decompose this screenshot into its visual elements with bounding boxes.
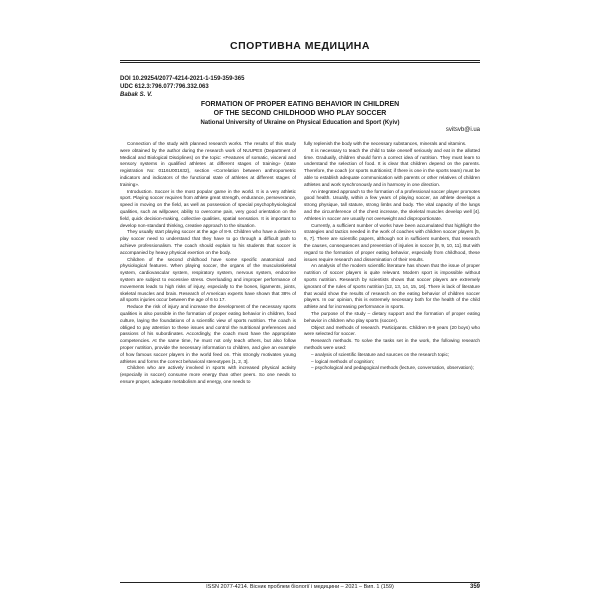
header-rule-top xyxy=(120,60,480,61)
header-rule-bottom xyxy=(120,62,480,63)
journal-footer: ISSN 2077-4214. Вісник проблем біології і медицини – 2021 – Вип. 1 (159) xyxy=(206,584,394,590)
paragraph: The purpose of the study – dietary support and the formation of proper eating behavior in children who play sports (soccer). xyxy=(304,310,480,323)
footer-rule xyxy=(120,582,480,583)
paragraph: – psychological and pedagogical methods (lecture, conversation, observation); xyxy=(311,365,474,371)
right-column xyxy=(304,141,480,571)
authors-line: Babak S. V. xyxy=(120,92,153,98)
paragraph: Children who are actively involved in sports with increased physical activity (especially in soccer) consume more energy than other peers. So one needs to ensure proper, adequate metabolism and energy, one needs to xyxy=(120,365,296,384)
paragraph: An analysis of the modern scientific literature has shown that the issue of proper nutrition of soccer players is quite relevant. Modern sport is impossible without sports nutrition. Research by scientists shows that soccer players are extremely ignorant of the rules of sports nutrition [12, 13, 14, 15, 16]. There is lack of literature that would show the results of research on the eating behavior of children soccer players. In our opinion, this is extremely necessary both for the health of the child athlete and for increasing performance in sports. xyxy=(304,263,480,310)
paragraph: It is necessary to teach the child to take oneself seriously and eat in the allotted time. Gradually, children should form a correct idea of nutrition. They must learn to understand the selection of food. It is clear that children depend on the parents. Therefore, the coach (or sports nutritionist; if there is one in the sports team) must be able to establish adequate communication with parents or other relatives of children athletes and work synchronously and in harmony in one direction. xyxy=(304,147,480,187)
article-title-line-1: FORMATION OF PROPER EATING BEHAVIOR IN CHILDREN xyxy=(200,101,400,108)
left-column xyxy=(120,141,296,571)
paragraph: Currently, a sufficient number of works have been accumulated that highlight the strategies and tactics needed in the work of coaches with children soccer players [5, 6, 7]. There are scientific papers, although not in sufficient numbers, that research the causes, consequences and prevention of injuries in soccer [8, 9, 10, 11]. But with regard to the formation of proper eating behavior, especially from childhood, these issues require research and dissemination of their results. xyxy=(304,222,480,262)
paragraph: Research methods. To solve the tasks set in the work, the following research methods were used: xyxy=(304,338,480,350)
page-number: 359 xyxy=(469,584,480,590)
article-title xyxy=(130,101,470,118)
doi-line: DOI 10.29254/2077-4214-2021-1-159-359-365 xyxy=(120,76,245,82)
udc-line: UDC 612.3:796.077:796.332.063 xyxy=(120,84,209,90)
paragraph: Connection of the study with planned research works. The results of this study were obtained by the author during the research work of NUUPES (Department of Medical and Biological Disciplines) on the topic: «Features of somatic, visceral and sensory systems in qualified athletes at different stages of training» (state registration No: 0116U001632), section «Correlation between anthropometric indicators and indicators of the functional state of athletes at different stages of training». xyxy=(120,141,296,187)
paragraph: Reduce the risk of injury and increase the development of the necessary sports qualities is also possible in the formation of proper eating behavior in children, food culture, laying the foundations of a scientific view of sports nutrition. The coach is obliged to pay attention to these issues and control the nutritional preferences and passions of his subordinates. Accordingly, the coach must have the appropriate competencies. At the same time, he must not only teach others, but also follow proper nutrition, provide the necessary information to children, and give an example of how famous soccer players in the world feed on. This strongly motivates young athletes and forms the correct behavioral stereotypes [1, 2, 3]. xyxy=(120,304,296,364)
paragraph: – analysis of scientific literature and sources on the research topic; xyxy=(311,351,450,357)
paragraph: They usually start playing soccer at the age of 8-9. Children who have a desire to play soccer need to understand that they have to go through a difficult path to achieve professionalism. The coach should explain to his students that soccer is accompanied by heavy physical exertion on the body. xyxy=(120,229,296,255)
article-title-line-2: OF THE SECOND CHILDHOOD WHO PLAY SOCCER xyxy=(213,109,387,117)
paragraph: Children of the second childhood have some specific anatomical and physiological features. When playing soccer, the organs of the musculoskeletal system, cardiovascular system, respiratory system, nervous system, endocrine system are subject to excessive stress. Overloading and improper performance of movements leads to high risks of injury, especially to the bones, ligaments, joints, skeletal muscles and brain. Research of American experts have shown that 38% of all sports injuries occur between the age of 6 to 17. xyxy=(120,256,296,303)
paragraph: – logical methods of cognition; xyxy=(311,358,375,364)
affiliation: National University of Ukraine on Physical Education and Sport (Kyiv) xyxy=(200,120,400,126)
paragraph: fully replenish the body with the necessary substances, minerals and vitamins. xyxy=(304,141,467,146)
paragraph: Object and methods of research. Participants. Children 8-9 years (20 boys) who were selected for soccer. xyxy=(304,324,480,337)
paragraph: An integrated approach to the formation of a professional soccer player promotes good health. Usually, within a few years of playing soccer, an athlete develops a strong physique, tall stature, strong limbs and body. The vital capacity of the lungs and the circumference of the chest increase, the skeletal muscles develop well [4]. Athletes in soccer are usually not overweight and disproportionate. xyxy=(304,188,480,221)
section-title: СПОРТИВНА МЕДИЦИНА xyxy=(230,40,370,52)
paragraph: Introduction. Soccer is the most popular game in the world. It is a very athletic sport. Playing soccer requires from athlete great strength, endurance, perseverance, speed in moving on the field, as well as possession of special psychophysiological qualities, such as willpower, ability to overcome pain, very good orientation on the field, quick decision-making, collective qualities, spatial sensation. It is important to develop non-standard thinking, creative approach to the situation. xyxy=(120,188,296,228)
author-email: svitsvb@i.ua xyxy=(445,127,480,133)
